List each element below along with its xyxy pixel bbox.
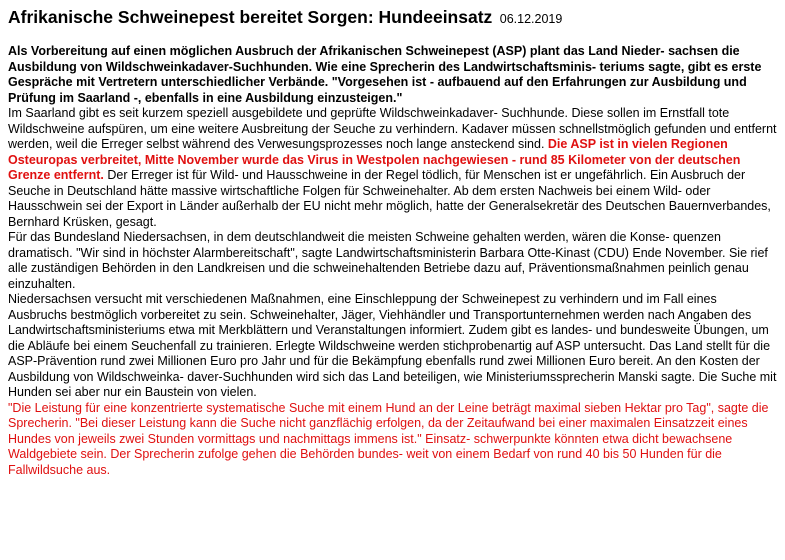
article-body bbox=[8, 44, 777, 478]
paragraph-3: Niedersachsen versucht mit verschiedenen Maßnahmen, eine Einschleppung der Schweinepest zu verhindern und im Fall eines Ausbruchs bestmöglich vorbereitet zu sein. Schweinehalter, Jäger, Viehhändler und Transportunternehmen werden nach Angaben des Landwirtschaftsministeriums etwa mit Merkblättern und Veranstaltungen informiert. Zudem gibt es landes- und bundesweite Übungen, um die Abläufe bei einem Seuchenfall zu trainieren. Erlegte Wildschweine werden stichprobenartig auf ASP untersucht. Das Land stellt für die ASP-Prävention rund zwei Millionen Euro pro Jahr und für die Bekämpfung ebenfalls rund zwei Millionen Euro bereit. An den Kosten der Ausbildung von Wildschweinka- daver-Suchhunden wird sich das Land beteiligen, wie Ministeriumssprecherin Manski sagte. Die Suche mit Hunden sei aber nur ein Baustein von vielen. bbox=[8, 292, 777, 399]
article-title: Afrikanische Schweinepest bereitet Sorgen: Hundeeinsatz bbox=[8, 7, 493, 27]
article-date: 06.12.2019 bbox=[499, 12, 563, 26]
paragraph-2: Für das Bundesland Niedersachsen, in dem deutschlandweit die meisten Schweine gehalten werden, wären die Konse- quenzen dramatisch. "Wir sind in höchster Alarmbereitschaft", sagte Landwirtschaftsministerin Barbara Otte-Kinast (CDU) Ende November. Sie rief alle zuständigen Behörden in den Landkreisen und die schweinehaltenden Betriebe dazu auf, Präventionsmaßnahmen peinlich genau einzuhalten. bbox=[8, 230, 768, 291]
paragraph-1-continued: Der Erreger ist für Wild- und Hausschweine in der Regel tödlich, für Menschen ist er ungefährlich. Ein Ausbruch der Seuche in Deutschland hätte massive wirtschaftliche Folgen für Schweinehalter. Ab dem ersten Nachweis bei einem Wild- oder Hausschwein sei der Export in Länder außerhalb der EU nicht mehr möglich, hatte der Generalsekretär des Deutschen Bauernverbandes, Bernhard Krüsken, gesagt. bbox=[8, 168, 771, 229]
article-lead: Als Vorbereitung auf einen möglichen Ausbruch der Afrikanischen Schweinepest (ASP) plant das Land Nieder- sachsen die Ausbildung von Wildschweinkadaver-Suchhunden. Wie eine Sprecherin des Landwirtschaftsminis- teriums sagte, gibt es erste Gespräche mit Vertretern unterschiedlicher Verbände. "Vorgesehen ist - aufbauend auf den Erfahrungen zur Ausbildung und Prüfung im Saarland -, ebenfalls in eine Ausbildung einzusteigen." bbox=[8, 44, 762, 105]
paragraph-1 bbox=[8, 106, 777, 230]
headline bbox=[8, 6, 777, 30]
paragraph-1-text: Im Saarland gibt es seit kurzem speziell ausgebildete und geprüfte Wildschweinkadaver- Suchhunde. Diese sollen im Ernstfall tote Wildschweine aufspüren, um eine weitere Ausbreitung der Seuche zu verhindern. Kadaver müssen schnellstmöglich gefunden und entfernt werden, weil die Erreger selbst während des Verwesungsprozesses noch lange ansteckend sind. bbox=[8, 106, 777, 151]
highlighted-text: Die ASP ist in vielen Regionen Osteuropas verbreitet, Mitte November wurde das Virus in Westpolen nachgewiesen - rund 85 Kilometer von der deutschen Grenze entfernt. bbox=[8, 137, 741, 182]
paragraph-4-quote: "Die Leistung für eine konzentrierte systematische Suche mit einem Hund an der Leine beträgt maximal sieben Hektar pro Tag", sagte die Sprecherin. "Bei dieser Leistung kann die Suche nicht ganzflächig erfolgen, da der Zeitaufwand bei einer maximalen Einsatzzeit eines Hundes von jeweils zwei Stunden vormittags und nachmittags immens ist." Einsatz- schwerpunkte könnten etwa dicht bewachsene Waldgebiete sein. Der Sprecherin zufolge gehen die Behörden bundes- weit von einem Bedarf von rund 40 bis 50 Hunden für die Fallwildsuche aus. bbox=[8, 400, 769, 477]
